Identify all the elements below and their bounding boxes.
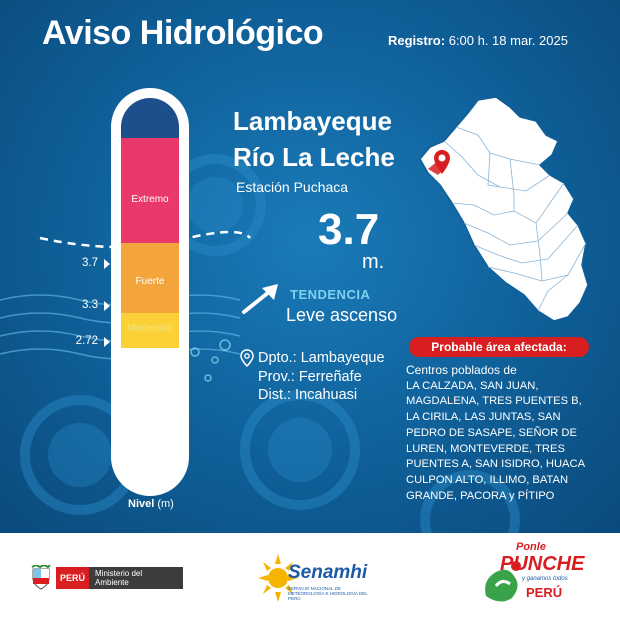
trend-label: TENDENCIA bbox=[290, 287, 371, 302]
location-pin-icon bbox=[240, 349, 254, 367]
registro-label: Registro: bbox=[388, 33, 446, 48]
trend-arrow-icon bbox=[240, 280, 284, 316]
tick-label: 2.72 bbox=[75, 335, 98, 347]
location-block bbox=[240, 349, 385, 405]
tick-label: 3.7 bbox=[82, 257, 98, 269]
location-prov: Prov.: Ferreñafe bbox=[258, 368, 362, 385]
senamhi-logo bbox=[258, 550, 383, 606]
punche-ponle: Ponle bbox=[516, 541, 546, 553]
tick-arrow-icon bbox=[104, 259, 110, 269]
punche-peru: PERÚ bbox=[526, 585, 563, 600]
gauge-segment-top bbox=[121, 98, 179, 138]
gauge-axis-name: Nivel bbox=[128, 498, 155, 510]
tick-arrow-icon bbox=[104, 337, 110, 347]
location-dpto: Dpto.: Lambayeque bbox=[258, 350, 385, 366]
minam-logo bbox=[30, 563, 183, 593]
station-header bbox=[233, 103, 395, 175]
peru-coat-of-arms-icon bbox=[30, 565, 52, 591]
river-name: Río La Leche bbox=[233, 142, 395, 172]
punche-sub: y ganamos todos bbox=[522, 576, 568, 582]
current-level-value: 3.7 bbox=[318, 205, 380, 254]
gauge-segment-normal bbox=[121, 348, 179, 486]
affected-area-badge: Probable área afectada: bbox=[409, 337, 589, 357]
affected-places: LA CALZADA, SAN JUAN, MAGDALENA, TRES PUENTES B, LA CIRILA, LAS JUNTAS, SAN PEDRO DE SASAPE, SEÑOR DE LUREN, MONTEVERDE, TRES PUENTES A, SAN ISIDRO, HUACA CULPON ALTO, ILLIMO, BATAN GRANDE, PACORA y PÍTIPO bbox=[406, 379, 585, 502]
senamhi-wordmark: Senamhi bbox=[288, 562, 368, 583]
station-name: Estación Puchaca bbox=[236, 179, 349, 195]
ministerio-label: Ministerio del Ambiente bbox=[89, 567, 183, 589]
punche-main: PUNCHE bbox=[500, 553, 585, 575]
trend-value: Leve ascenso bbox=[286, 305, 398, 325]
senamhi-subtitle: SERVICIO NACIONAL DE METEOROLOGÍA E HIDROLOGÍA DEL PERÚ bbox=[288, 586, 368, 601]
level-gauge bbox=[121, 98, 179, 486]
registro-value: 6:00 h. 18 mar. 2025 bbox=[448, 33, 568, 48]
region-name: Lambayeque bbox=[233, 106, 392, 136]
affected-area-list bbox=[406, 363, 596, 504]
gauge-axis-label bbox=[128, 498, 174, 510]
gauge-axis-unit: (m) bbox=[157, 498, 174, 510]
location-dist: Dist.: Incahuasi bbox=[258, 387, 358, 403]
level-label-moderado: Moderado bbox=[127, 323, 173, 334]
level-label-fuerte: Fuerte bbox=[135, 276, 165, 287]
level-label-extremo: Extremo bbox=[131, 194, 169, 205]
peru-label: PERÚ bbox=[56, 567, 89, 589]
affected-area-intro: Centros poblados de bbox=[406, 363, 517, 377]
tick-arrow-icon bbox=[104, 301, 110, 311]
peru-map bbox=[418, 95, 598, 325]
registro-timestamp bbox=[388, 33, 568, 48]
tick-label: 3.3 bbox=[82, 299, 98, 311]
page-title: Aviso Hidrológico bbox=[42, 14, 324, 52]
current-level-unit: m. bbox=[362, 251, 385, 273]
punche-peru-logo bbox=[478, 538, 586, 610]
